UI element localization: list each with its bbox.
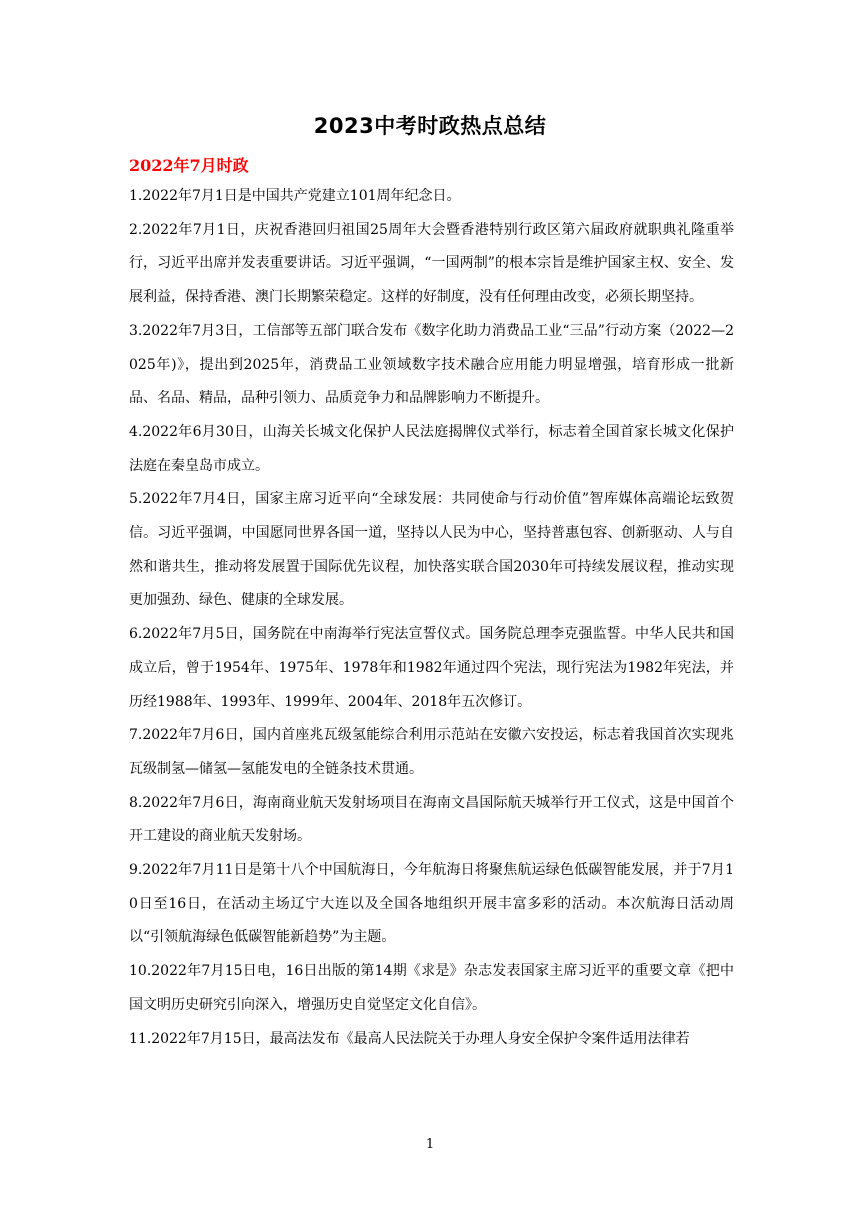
paragraph-item-11: 11.2022年7月15日，最高法发布《最高人民法院关于办理人身安全保护令案件适用法律若 <box>129 1030 690 1047</box>
paragraph-item-4: 4.2022年6月30日，山海关长城文化保护人民法庭揭牌仪式举行，标志着全国首家长城文化保护法庭在秦皇岛市成立。 <box>129 423 734 474</box>
section-heading: 2022年7月时政 <box>129 156 249 175</box>
paragraph-item-10: 10.2022年7月15日电，16日出版的第14期《求是》杂志发表国家主席习近平的重要文章《把中国文明历史研究引向深入，增强历史自觉坚定文化自信》。 <box>129 963 734 1013</box>
page-title: 2023中考时政热点总结 <box>313 114 547 138</box>
paragraph-item-2: 2.2022年7月1日，庆祝香港回归祖国25周年大会暨香港特别行政区第六届政府就职典礼隆重举行，习近平出席并发表重要讲话。习近平强调，“一国两制”的根本宗旨是维护国家主权、安全、发展利益，保持香港、澳门长期繁荣稳定。这样的好制度，没有任何理由改变，必须长期坚持。 <box>129 221 734 306</box>
paragraph-item-7: 7.2022年7月6日，国内首座兆瓦级氢能综合利用示范站在安徽六安投运，标志着我国首次实现兆瓦级制氢—储氢—氢能发电的全链条技术贯通。 <box>129 727 734 777</box>
document-body <box>129 180 734 1056</box>
paragraph-item-9: 9.2022年7月11日是第十八个中国航海日，今年航海日将聚焦航运绿色低碳智能发展，并于7月10日至16日，在活动主场辽宁大连以及全国各地组织开展丰富多彩的活动。本次航海日活动周以“引领航海绿色低碳智能新趋势”为主题。 <box>129 862 734 946</box>
paragraph-item-3: 3.2022年7月3日，工信部等五部门联合发布《数字化助力消费品工业“三品”行动方案（2022—2025年)》，提出到2025年，消费品工业领域数字技术融合应用能力明显增强，培育形成一批新品、名品、精品，品种引领力、品质竞争力和品牌影响力不断提升。 <box>129 322 734 407</box>
page-number: 1 <box>425 1137 435 1152</box>
paragraph-item-5: 5.2022年7月4日，国家主席习近平向“全球发展：共同使命与行动价值”智库媒体高端论坛致贺信。习近平强调，中国愿同世界各国一道，坚持以人民为中心，坚持普惠包容、创新驱动、人与自然和谐共生，推动将发展置于国际优先议程，加快落实联合国2030年可持续发展议程，推动实现更加强劲、绿色、健康的全球发展。 <box>129 491 734 609</box>
paragraph-item-6: 6.2022年7月5日，国务院在中南海举行宪法宣誓仪式。国务院总理李克强监誓。中华人民共和国成立后，曾于1954年、1975年、1978年和1982年通过四个宪法，现行宪法为1982年宪法，并历经1988年、1993年、1999年、2004年、2018年五次修订。 <box>129 626 734 710</box>
paragraph-item-8: 8.2022年7月6日，海南商业航天发射场项目在海南文昌国际航天城举行开工仪式，这是中国首个开工建设的商业航天发射场。 <box>129 794 734 845</box>
paragraph-item-1: 1.2022年7月1日是中国共产党建立101周年纪念日。 <box>129 188 461 204</box>
